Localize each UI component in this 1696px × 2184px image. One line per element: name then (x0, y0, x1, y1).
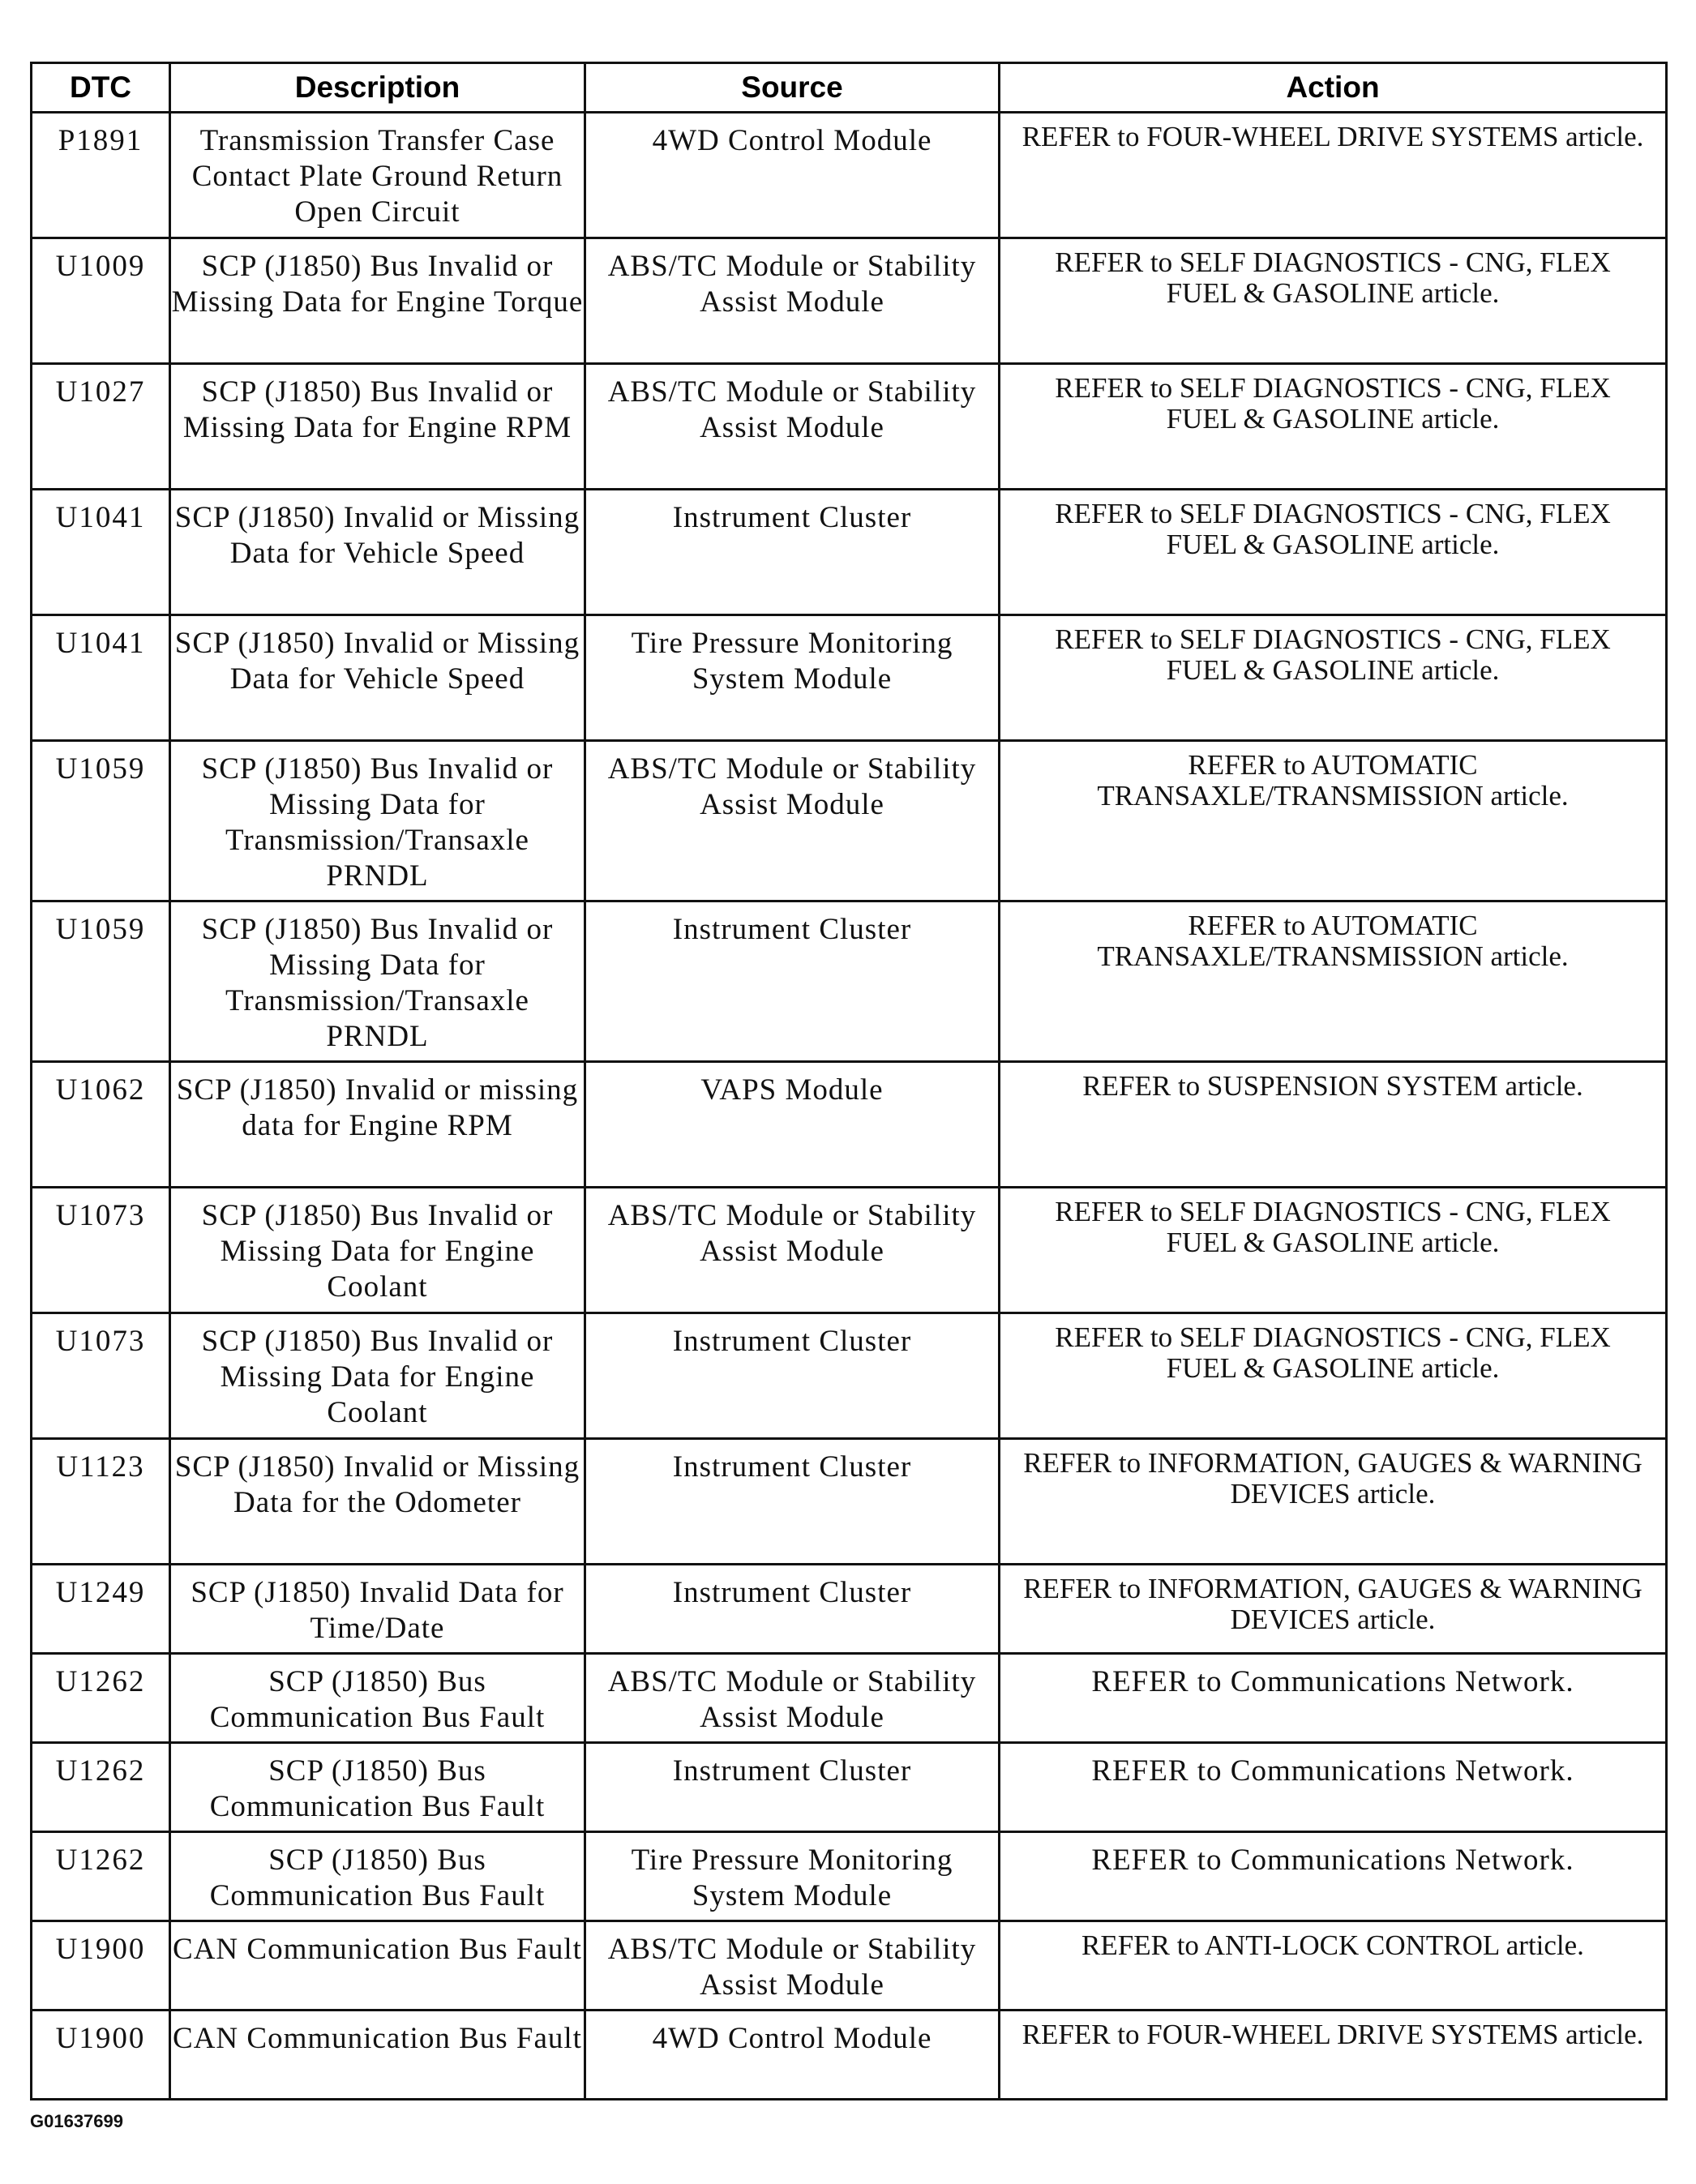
dtc-description: SCP (J1850) Bus Communication Bus Fault (170, 1743, 585, 1832)
dtc-description: SCP (J1850) Invalid or missing data for Engine RPM (170, 1062, 585, 1188)
dtc-action: REFER to FOUR-WHEEL DRIVE SYSTEMS article. (1000, 113, 1667, 238)
dtc-code: U1073 (32, 1188, 170, 1313)
table-row (32, 238, 1667, 364)
dtc-code: U1249 (32, 1565, 170, 1654)
dtc-source: ABS/TC Module or Stability Assist Module (585, 1188, 1000, 1313)
header-dtc: DTC (32, 63, 170, 113)
dtc-action: REFER to SELF DIAGNOSTICS - CNG, FLEX FUEL & GASOLINE article. (1000, 1188, 1667, 1313)
dtc-code: U1123 (32, 1439, 170, 1565)
dtc-code: U1262 (32, 1743, 170, 1832)
dtc-action: REFER to SELF DIAGNOSTICS - CNG, FLEX FUEL & GASOLINE article. (1000, 364, 1667, 490)
dtc-source: 4WD Control Module (585, 113, 1000, 238)
dtc-description: SCP (J1850) Bus Invalid or Missing Data for Transmission/Transaxle PRNDL (170, 741, 585, 901)
dtc-action: REFER to SELF DIAGNOSTICS - CNG, FLEX FUEL & GASOLINE article. (1000, 615, 1667, 741)
table-row (32, 1654, 1667, 1743)
figure-id: G01637699 (30, 2111, 123, 2131)
dtc-description: CAN Communication Bus Fault (170, 2011, 585, 2100)
table-row (32, 1188, 1667, 1313)
dtc-action: REFER to AUTOMATIC TRANSAXLE/TRANSMISSION article. (1000, 741, 1667, 901)
dtc-action: REFER to SELF DIAGNOSTICS - CNG, FLEX FUEL & GASOLINE article. (1000, 1313, 1667, 1439)
dtc-description: SCP (J1850) Invalid or Missing Data for Vehicle Speed (170, 490, 585, 615)
table-row (32, 2011, 1667, 2100)
dtc-action: REFER to AUTOMATIC TRANSAXLE/TRANSMISSION article. (1000, 901, 1667, 1062)
dtc-description: SCP (J1850) Invalid or Missing Data for Vehicle Speed (170, 615, 585, 741)
dtc-description: SCP (J1850) Invalid or Missing Data for the Odometer (170, 1439, 585, 1565)
dtc-description: SCP (J1850) Bus Invalid or Missing Data for Transmission/Transaxle PRNDL (170, 901, 585, 1062)
dtc-source: Instrument Cluster (585, 1743, 1000, 1832)
dtc-source: Instrument Cluster (585, 901, 1000, 1062)
dtc-description: CAN Communication Bus Fault (170, 1921, 585, 2011)
dtc-source: Instrument Cluster (585, 1565, 1000, 1654)
dtc-code: U1041 (32, 490, 170, 615)
dtc-source: 4WD Control Module (585, 2011, 1000, 2100)
dtc-source: Tire Pressure Monitoring System Module (585, 1832, 1000, 1921)
dtc-description: SCP (J1850) Invalid Data for Time/Date (170, 1565, 585, 1654)
dtc-table (30, 62, 1668, 2100)
dtc-source: ABS/TC Module or Stability Assist Module (585, 1654, 1000, 1743)
dtc-code: P1891 (32, 113, 170, 238)
dtc-description: Transmission Transfer Case Contact Plate Ground Return Open Circuit (170, 113, 585, 238)
dtc-source: Instrument Cluster (585, 1313, 1000, 1439)
dtc-source: Instrument Cluster (585, 490, 1000, 615)
dtc-action: REFER to Communications Network. (1000, 1743, 1667, 1832)
dtc-action: REFER to SELF DIAGNOSTICS - CNG, FLEX FUEL & GASOLINE article. (1000, 238, 1667, 364)
table-row (32, 1439, 1667, 1565)
dtc-code: U1041 (32, 615, 170, 741)
header-description: Description (170, 63, 585, 113)
table-row (32, 1921, 1667, 2011)
dtc-source: ABS/TC Module or Stability Assist Module (585, 1921, 1000, 2011)
dtc-action: REFER to FOUR-WHEEL DRIVE SYSTEMS article. (1000, 2011, 1667, 2100)
header-action: Action (1000, 63, 1667, 113)
dtc-source: Instrument Cluster (585, 1439, 1000, 1565)
dtc-source: ABS/TC Module or Stability Assist Module (585, 238, 1000, 364)
dtc-action: REFER to SELF DIAGNOSTICS - CNG, FLEX FUEL & GASOLINE article. (1000, 490, 1667, 615)
header-source: Source (585, 63, 1000, 113)
table-row (32, 1313, 1667, 1439)
dtc-code: U1062 (32, 1062, 170, 1188)
dtc-source: VAPS Module (585, 1062, 1000, 1188)
table-row (32, 364, 1667, 490)
dtc-description: SCP (J1850) Bus Invalid or Missing Data for Engine RPM (170, 364, 585, 490)
dtc-description: SCP (J1850) Bus Invalid or Missing Data for Engine Coolant (170, 1188, 585, 1313)
dtc-action: REFER to ANTI-LOCK CONTROL article. (1000, 1921, 1667, 2011)
dtc-code: U1059 (32, 741, 170, 901)
table-row (32, 1565, 1667, 1654)
dtc-code: U1900 (32, 1921, 170, 2011)
table-row (32, 113, 1667, 238)
table-row (32, 490, 1667, 615)
dtc-code: U1900 (32, 2011, 170, 2100)
header-row (32, 63, 1667, 113)
table-row (32, 1832, 1667, 1921)
dtc-code: U1073 (32, 1313, 170, 1439)
table-row (32, 1062, 1667, 1188)
dtc-description: SCP (J1850) Bus Invalid or Missing Data for Engine Coolant (170, 1313, 585, 1439)
dtc-source: ABS/TC Module or Stability Assist Module (585, 741, 1000, 901)
dtc-action: REFER to INFORMATION, GAUGES & WARNING DEVICES article. (1000, 1565, 1667, 1654)
dtc-description: SCP (J1850) Bus Communication Bus Fault (170, 1832, 585, 1921)
dtc-code: U1009 (32, 238, 170, 364)
dtc-code: U1262 (32, 1654, 170, 1743)
dtc-action: REFER to Communications Network. (1000, 1832, 1667, 1921)
table-row (32, 1743, 1667, 1832)
dtc-action: REFER to SUSPENSION SYSTEM article. (1000, 1062, 1667, 1188)
dtc-action: REFER to Communications Network. (1000, 1654, 1667, 1743)
dtc-code: U1059 (32, 901, 170, 1062)
dtc-code: U1262 (32, 1832, 170, 1921)
dtc-description: SCP (J1850) Bus Invalid or Missing Data for Engine Torque (170, 238, 585, 364)
dtc-description: SCP (J1850) Bus Communication Bus Fault (170, 1654, 585, 1743)
dtc-source: Tire Pressure Monitoring System Module (585, 615, 1000, 741)
dtc-source: ABS/TC Module or Stability Assist Module (585, 364, 1000, 490)
table-row (32, 741, 1667, 901)
table-row (32, 615, 1667, 741)
dtc-action: REFER to INFORMATION, GAUGES & WARNING DEVICES article. (1000, 1439, 1667, 1565)
table-row (32, 901, 1667, 1062)
dtc-code: U1027 (32, 364, 170, 490)
